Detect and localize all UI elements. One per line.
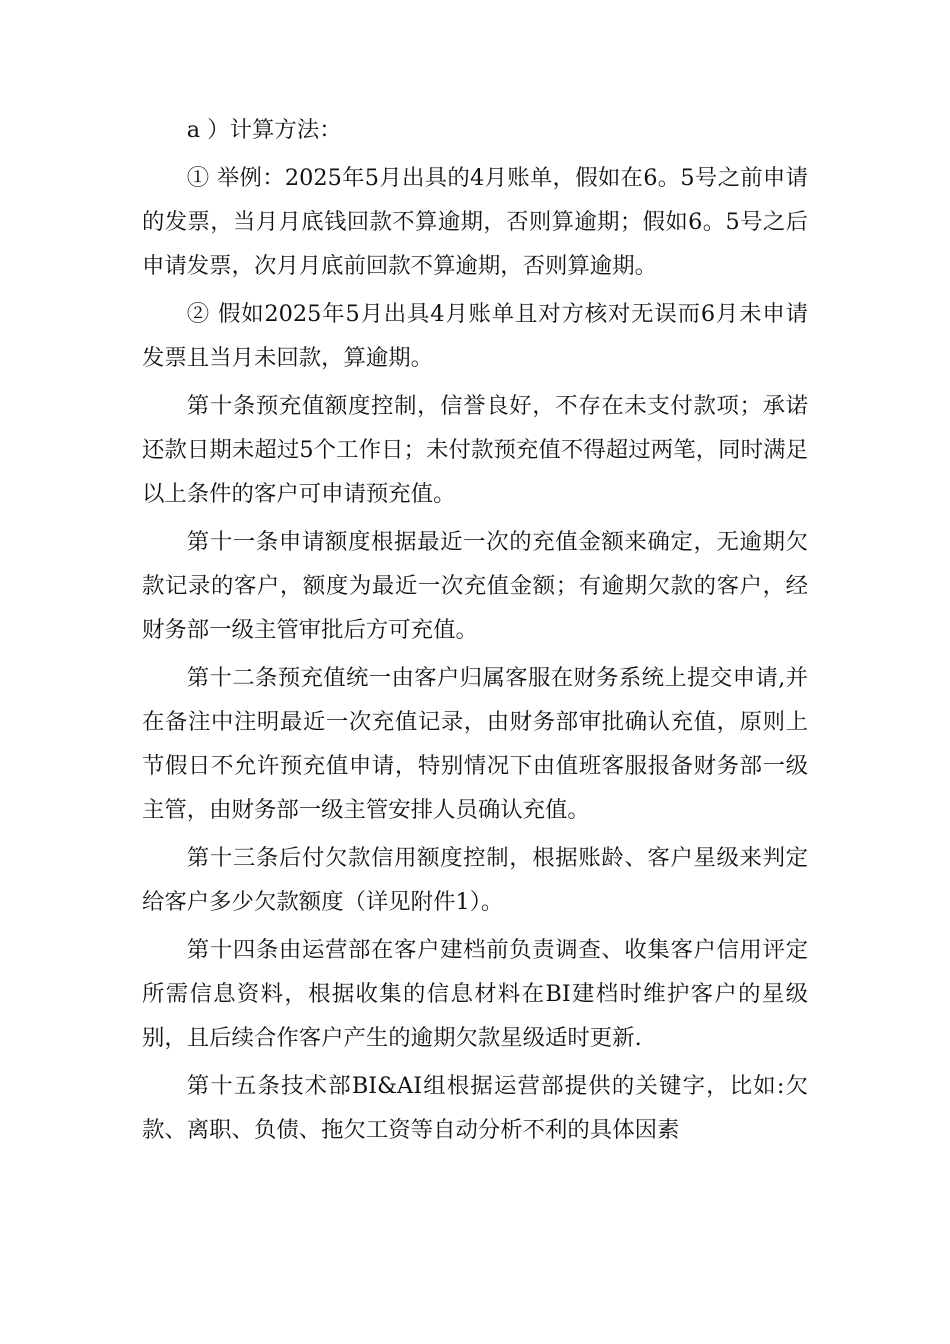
paragraph-article-14: 第十四条由运营部在客户建档前负责调查、收集客户信用评定所需信息资料，根据收集的信息材料在BI建档时维护客户的星级别，且后续合作客户产生的逾期欠款星级适时更新. bbox=[142, 937, 808, 1051]
paragraph-article-12: 第十二条预充值统一由客户归属客服在财务系统上提交申请,并在备注中注明最近一次充值记录，由财务部审批确认充值，原则上节假日不允许预充值申请，特别情况下由值班客服报备财务部一级主管，由财务部一级主管安排人员确认充值。 bbox=[142, 665, 808, 823]
paragraph-article-11: 第十一条申请额度根据最近一次的充值金额来确定，无逾期欠款记录的客户，额度为最近一次充值金额；有逾期欠款的客户，经财务部一级主管审批后方可充值。 bbox=[142, 529, 808, 643]
paragraph-article-13: 第十三条后付欠款信用额度控制，根据账龄、客户星级来判定给客户多少欠款额度（详见附件1）。 bbox=[142, 845, 808, 915]
paragraph-article-15: 第十五条技术部BI&AI组根据运营部提供的关键字，比如:欠款、离职、负债、拖欠工资等自动分析不利的具体因素 bbox=[142, 1073, 808, 1143]
paragraph-calc-method: a ）计算方法： bbox=[186, 117, 342, 143]
paragraph-example-1: ① 举例：2025年5月出具的4月账单，假如在6。5号之前申请的发票，当月月底钱回款不算逾期，否则算逾期；假如6。5号之后申请发票，次月月底前回款不算逾期，否则算逾期。 bbox=[142, 165, 808, 279]
paragraph-article-10: 第十条预充值额度控制，信誉良好，不存在未支付款项；承诺还款日期未超过5个工作日；未付款预充值不得超过两笔，同时满足以上条件的客户可申请预充值。 bbox=[142, 393, 808, 507]
paragraph-example-2: ② 假如2025年5月出具4月账单且对方核对无误而6月未申请发票且当月未回款，算逾期。 bbox=[142, 301, 808, 371]
document-body bbox=[142, 108, 808, 1152]
